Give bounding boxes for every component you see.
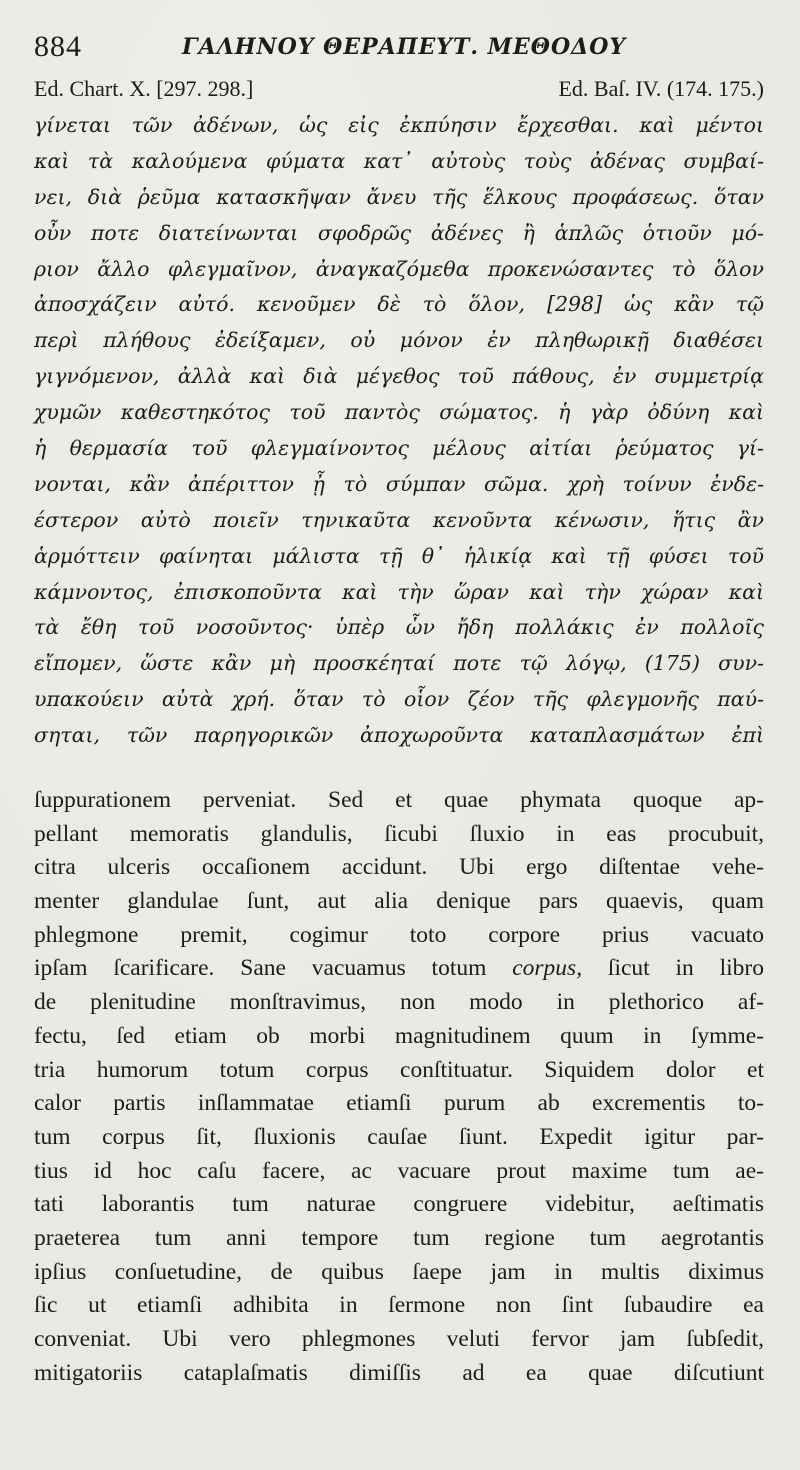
- latin-text-block: [34, 784, 764, 1390]
- greek-line: έστερον αὐτὸ ποιεῖν τηνικαῦτα κενοῦντα κένωσιν, ἥτις ἂν: [34, 507, 764, 532]
- latin-line: tius id hoc caſu facere, ac vacuare prout maxime tum ae-: [34, 1157, 764, 1184]
- greek-line: γίνεται τῶν ἀδένων, ὡς εἰς ἐκπύησιν ἔρχεσθαι. καὶ μέντοι: [34, 113, 764, 137]
- latin-line: tum corpus ſit, ſluxionis cauſae ſiunt. Expedit igitur par-: [34, 1123, 764, 1150]
- greek-line: υπακούειν αὐτὰ χρή. ὅταν τὸ οἷον ζέον τῆς φλεγμονῆς παύ-: [34, 687, 764, 712]
- greek-line: ἡ θερμασία τοῦ φλεγμαίνοντος μέλους αἰτίαι ῥεύματος γί-: [34, 436, 764, 461]
- latin-line: tati laborantis tum naturae congruere videbitur, aeſtimatis: [34, 1191, 764, 1218]
- running-title: ΓΑΛΗΝΟΥ ΘΕΡΑΠΕΥΤ. ΜΕΘΟΔΟΥ: [182, 34, 627, 60]
- latin-line: citra ulceris occaſionem accidunt. Ubi ergo diſtentae vehe-: [34, 854, 764, 881]
- latin-line: mitigatoriis cataplaſmatis dimiſſis ad ea quae diſcutiunt: [34, 1359, 764, 1386]
- latin-line: tria humorum totum corpus conſtituatur. Siquidem dolor et: [34, 1056, 764, 1083]
- greek-line: τὰ ἔθη τοῦ νοσοῦντος· ὑπὲρ ὧν ἤδη πολλάκις ἐν πολλοῖς: [34, 615, 764, 640]
- latin-line: fectu, ſed etiam ob morbi magnitudinem quum in ſymme-: [34, 1022, 764, 1049]
- latin-line-segment: ſicut in libro: [607, 955, 765, 982]
- greek-line: καὶ τὰ καλούμενα φύματα κατ᾽ αὐτοὺς τοὺς ἀδένας συμβαί-: [34, 148, 764, 173]
- latin-line: de plenitudine monſtravimus, non modo in plethorico af-: [34, 989, 764, 1016]
- edition-reference-left: Ed. Chart. X. [297. 298.]: [34, 76, 254, 101]
- greek-text-block: [34, 108, 764, 754]
- latin-line: conveniat. Ubi vero phlegmones veluti fervor jam ſubſedit,: [34, 1326, 764, 1352]
- latin-line: pellant memoratis glandulis, ſicubi ſluxio in eas procubuit,: [34, 820, 764, 847]
- greek-line: οὖν ποτε διατείνωνται σφοδρῶς ἀδένες ἢ ἁπλῶς ὁτιοῦν μό-: [34, 220, 764, 245]
- greek-line: σηται, τῶν παρηγορικῶν ἀποχωροῦντα καταπλασμάτων ἐπὶ: [34, 723, 764, 748]
- edition-reference-right: Ed. Baſ. IV. (174. 175.): [558, 76, 764, 101]
- greek-line: ἁρμόττειν φαίνηται μάλιστα τῇ θ᾽ ἡλικίᾳ καὶ τῇ φύσει τοῦ: [34, 543, 764, 568]
- greek-line: χυμῶν καθεστηκότος τοῦ παντὸς σώματος. ἡ γὰρ ὀδύνη καὶ: [34, 400, 764, 425]
- greek-line: νονται, κἂν ἀπέριττον ᾖ τὸ σύμπαν σῶμα. χρὴ τοίνυν ἐνδε-: [34, 471, 764, 496]
- latin-line: praeterea tum anni tempore tum regione tum aegrotantis: [34, 1224, 764, 1251]
- latin-line-segment: ipſam ſcarificare. Sane vacuamus totum: [34, 955, 487, 982]
- greek-line: εἴπομεν, ὥστε κἂν μὴ προσκέηταί ποτε τῷ λόγῳ, (175) συν-: [34, 651, 764, 676]
- greek-line: γιγνόμενον, ἀλλὰ καὶ διὰ μέγεθος τοῦ πάθους, ἐν συμμετρίᾳ: [34, 364, 764, 389]
- latin-line: menter glandulae ſunt, aut alia denique pars quaevis, quam: [34, 888, 764, 915]
- greek-line: νει, διὰ ῥεῦμα κατασκῆψαν ἄνευ τῆς ἕλκους προφάσεως. ὅταν: [34, 184, 764, 209]
- edition-references: [34, 76, 764, 106]
- italic-word: corpus,: [512, 955, 583, 982]
- greek-line: ἀποσχάζειν αὐτό. κενοῦμεν δὲ τὸ ὅλον, [298] ὡς κἂν τῷ: [34, 292, 764, 317]
- latin-line: ſic ut etiamſi adhibita in ſermone non ſint ſubaudire ea: [34, 1292, 764, 1319]
- greek-line: κάμνοντος, ἐπισκοποῦντα καὶ τὴν ὥραν καὶ τὴν χώραν καὶ: [34, 579, 764, 604]
- latin-line: ſuppurationem perveniat. Sed et quae phymata quoque ap-: [34, 787, 764, 813]
- latin-line: calor partis inſlammatae etiamſi purum ab excrementis to-: [34, 1090, 764, 1117]
- page-number: 884: [34, 30, 82, 63]
- greek-line: ριον ἄλλο φλεγμαῖνον, ἀναγκαζόμεθα προκενώσαντες τὸ ὅλον: [34, 256, 764, 281]
- latin-line-mixed: [34, 952, 764, 986]
- latin-line: phlegmone premit, cogimur toto corpore prius vacuato: [34, 921, 764, 948]
- greek-line: περὶ πλήθους ἐδείξαμεν, οὐ μόνον ἐν πληθωρικῇ διαθέσει: [34, 328, 764, 353]
- latin-line: ipſius conſuetudine, de quibus ſaepe jam in multis diximus: [34, 1258, 764, 1285]
- page-header: [34, 30, 764, 70]
